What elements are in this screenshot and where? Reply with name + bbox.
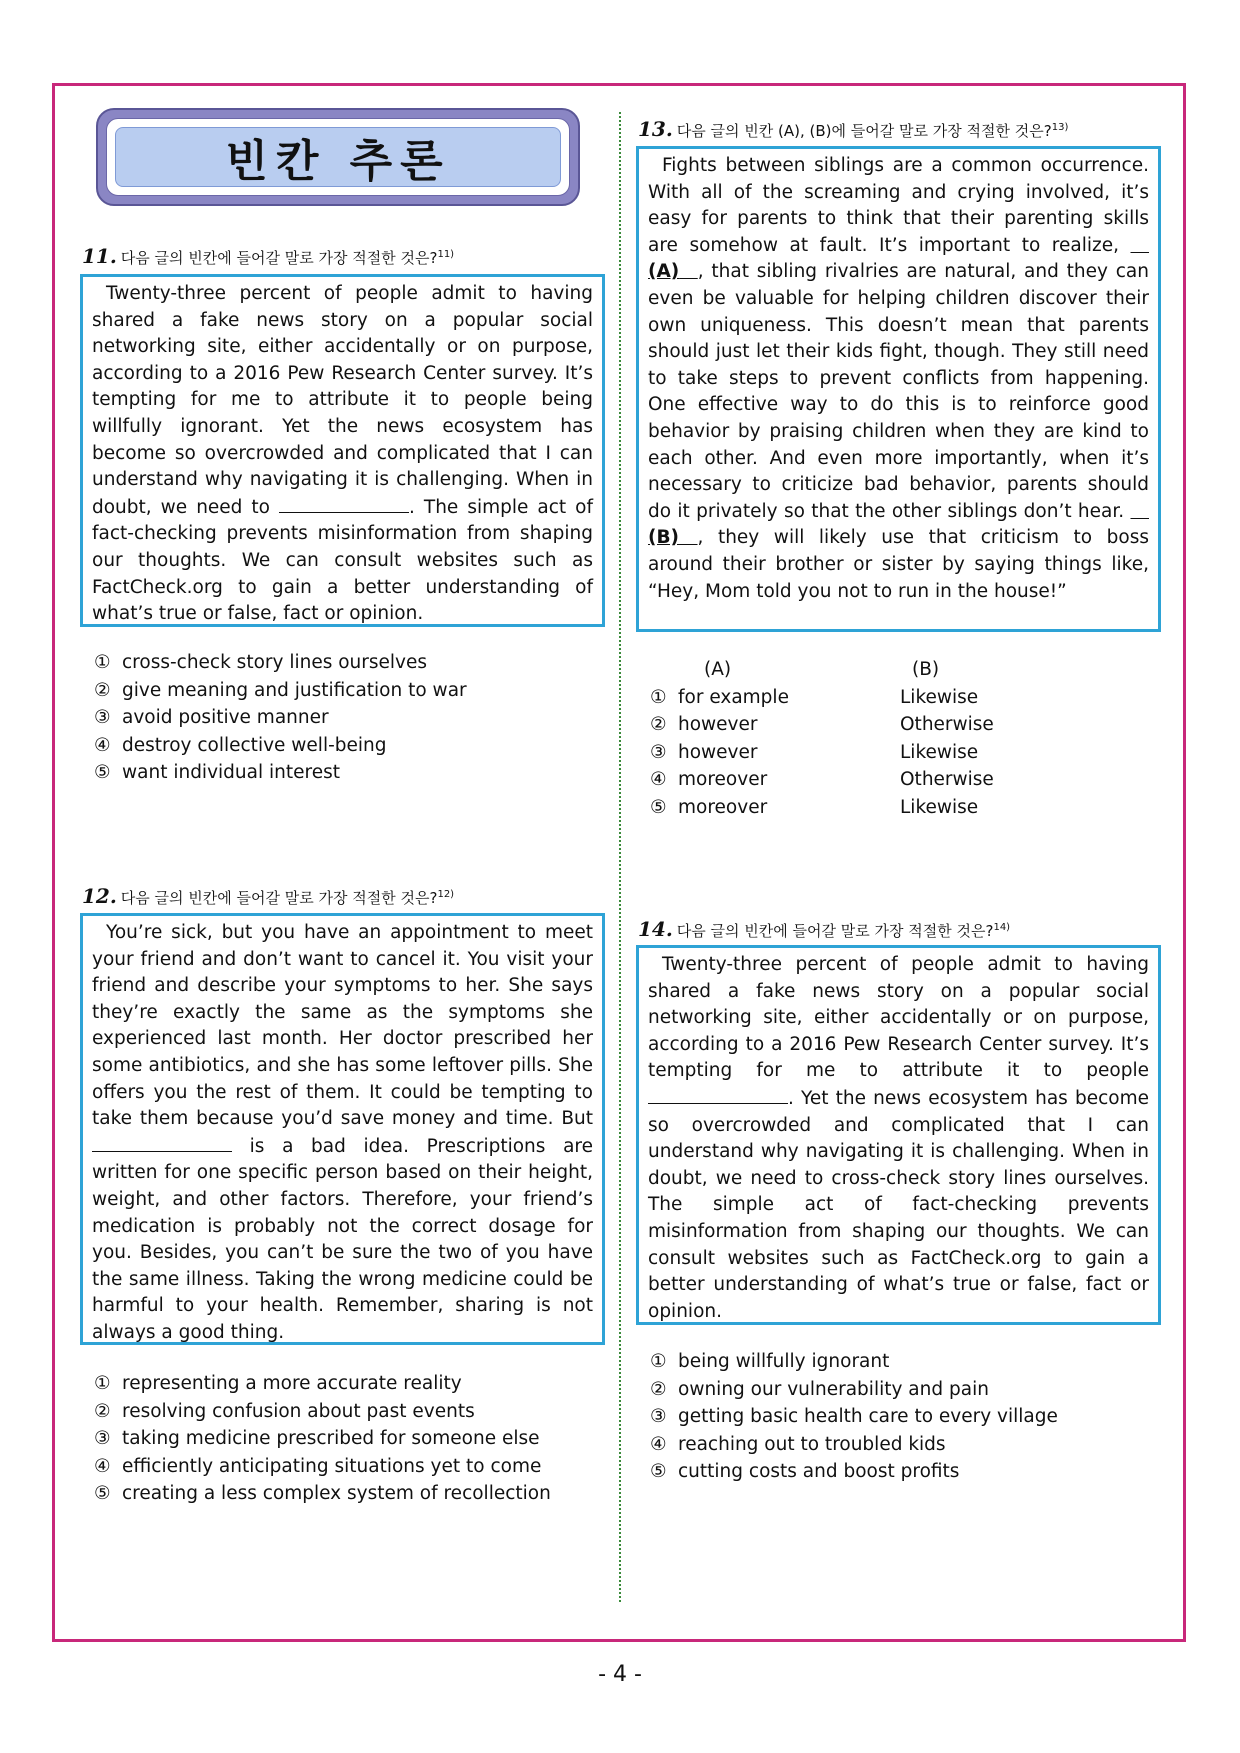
q13-option-5[interactable]: ⑤ moreover Likewise (650, 796, 979, 818)
q12-option-2[interactable]: ② resolving confusion about past events (94, 1400, 475, 1422)
q11-blank (279, 494, 409, 513)
column-divider (619, 112, 621, 1602)
section-banner (96, 108, 580, 206)
section-title: 빈칸 추론 (225, 136, 451, 187)
q11-option-1[interactable]: ① cross-check story lines ourselves (94, 652, 428, 673)
q13-header-a: (A) (704, 659, 732, 680)
q11-option-3[interactable]: ③ avoid positive manner (94, 707, 329, 728)
q11-prompt: 다음 글의 빈칸에 들어갈 말로 가장 적절한 것은? (120, 249, 438, 267)
q11-passage-after: . The simple act of fact-checking prevents misinformation from shaping our thoughts. We can consult websites such as FactCheck.org to gain a better understanding of what’s true or false, fact or opinion. (92, 496, 593, 625)
q14-heading (638, 918, 1010, 941)
q11-footnote: 11) (437, 249, 455, 260)
q14-option-3[interactable]: ③ getting basic health care to every village (650, 1406, 1058, 1427)
q12-option-1[interactable]: ① representing a more accurate reality (94, 1373, 462, 1394)
q14-blank (648, 1085, 788, 1104)
q14-passage (636, 945, 1161, 1325)
q12-blank (92, 1133, 232, 1152)
q14-number: 14. (638, 917, 673, 941)
q12-passage-after: is a bad idea. Prescriptions are written for one specific person based on their height, weight, and other factors. Therefore, your friend’s medication is probably not the correct dosage for you. Besides, you can’t be sure the two of you have the same illness. Taking the wrong medicine could be harmful to your health. Remember, sharing is not always a good thing. (92, 1135, 593, 1343)
q13-passage-1: Fights between siblings are a common occurrence. With all of the screaming and crying involved, it’s easy for parents to think that their parenting skills are somehow at fault. It’s important to realize, (648, 155, 1149, 256)
q13-option-1[interactable]: ① for example Likewise (650, 686, 979, 708)
banner-border (106, 118, 570, 196)
q12-passage-before: You’re sick, but you have an appointment to meet your friend and don’t want to cancel it. You visit your friend and describe your symptoms to her. She says they’re exactly the same as the symptoms she experienced last month. Her doctor prescribed her some antibiotics, and she has some leftover pills. She offers you the rest of them. It could be tempting to take them because you’d save money and time. But (92, 922, 593, 1130)
q12-options (94, 1370, 551, 1508)
q13-option-3[interactable]: ③ however Likewise (650, 741, 979, 763)
q14-passage-after: . Yet the news ecosystem has become so overcrowded and complicated that I can understand why navigating it is challenging. When in doubt, we need to cross-check story lines ourselves. The simple act of fact-checking prevents misinformation from shaping our thoughts. We can consult websites such as FactCheck.org to gain a better understanding of what’s true or false, fact or opinion. (648, 1087, 1149, 1322)
q13-number: 13. (638, 117, 673, 141)
q13-heading (638, 118, 1068, 141)
q12-number: 12. (82, 884, 117, 908)
q13-options (650, 656, 994, 821)
q13-prompt: 다음 글의 빈칸 (A), (B)에 들어갈 말로 가장 적절한 것은? (676, 122, 1052, 140)
q14-option-5[interactable]: ⑤ cutting costs and boost profits (650, 1461, 960, 1482)
q13-passage (636, 146, 1161, 632)
q11-option-5[interactable]: ⑤ want individual interest (94, 762, 340, 783)
q13-option-4[interactable]: ④ moreover Otherwise (650, 769, 994, 790)
q14-option-1[interactable]: ① being willfully ignorant (650, 1351, 890, 1372)
q12-passage (80, 913, 605, 1345)
q14-option-4[interactable]: ④ reaching out to troubled kids (650, 1433, 946, 1455)
q11-option-4[interactable]: ④ destroy collective well-being (94, 734, 387, 756)
banner-plate (115, 127, 561, 187)
q14-prompt: 다음 글의 빈칸에 들어갈 말로 가장 적절한 것은? (676, 922, 994, 940)
q12-footnote: 12) (437, 889, 455, 900)
q13-blank-a: (A) (648, 261, 680, 283)
q12-option-3[interactable]: ③ taking medicine prescribed for someone else (94, 1428, 540, 1449)
q13-option-2[interactable]: ② however Otherwise (650, 714, 994, 735)
q11-number: 11. (82, 244, 117, 268)
q13-blank-b: (B) (648, 527, 680, 549)
q14-option-2[interactable]: ② owning our vulnerability and pain (650, 1378, 989, 1400)
q12-option-4[interactable]: ④ efficiently anticipating situations yet to come (94, 1455, 542, 1477)
q13-footnote: 13) (1051, 122, 1069, 133)
q11-options (94, 649, 467, 787)
q13-header-b: (B) (912, 659, 940, 680)
q12-option-5[interactable]: ⑤ creating a less complex system of recollection (94, 1483, 551, 1504)
q11-option-2[interactable]: ② give meaning and justification to war (94, 679, 467, 701)
q13-passage-3: , they will likely use that criticism to boss around their brother or sister by saying things like, “Hey, Mom told you not to run in the house!” (648, 527, 1149, 602)
q14-passage-before: Twenty-three percent of people admit to having shared a fake news story on a popular social networking site, either accidentally or on purpose, according to a 2016 Pew Research Center survey. It’s tempting for me to attribute it to people (648, 954, 1149, 1082)
q12-prompt: 다음 글의 빈칸에 들어갈 말로 가장 적절한 것은? (120, 889, 438, 907)
q13-options-header (650, 656, 994, 684)
q14-footnote: 14) (993, 922, 1011, 933)
q11-passage-before: Twenty-three percent of people admit to having shared a fake news story on a popular social networking site, either accidentally or on purpose, according to a 2016 Pew Research Center survey. It’s tempting for me to attribute it to people being willfully ignorant. Yet the news ecosystem has become so overcrowded and complicated that I can understand why navigating it is challenging. When in doubt, we need to (92, 283, 593, 518)
q12-heading (82, 885, 454, 908)
q13-passage-2: , that sibling rivalries are natural, and they can even be valuable for helping children discover their own uniqueness. This doesn’t mean that parents should just let their kids fight, though. They still need to take steps to prevent conflicts from happening. One effective way to do this is to reinforce good behavior by praising children when they are kind to each other. And even more importantly, when it’s necessary to criticize bad behavior, parents should do it privately so that the other siblings don’t hear. (648, 261, 1149, 522)
q11-heading (82, 245, 454, 268)
q14-options (650, 1348, 1058, 1486)
q11-passage (80, 274, 605, 627)
page-number: - 4 - (598, 1662, 642, 1687)
